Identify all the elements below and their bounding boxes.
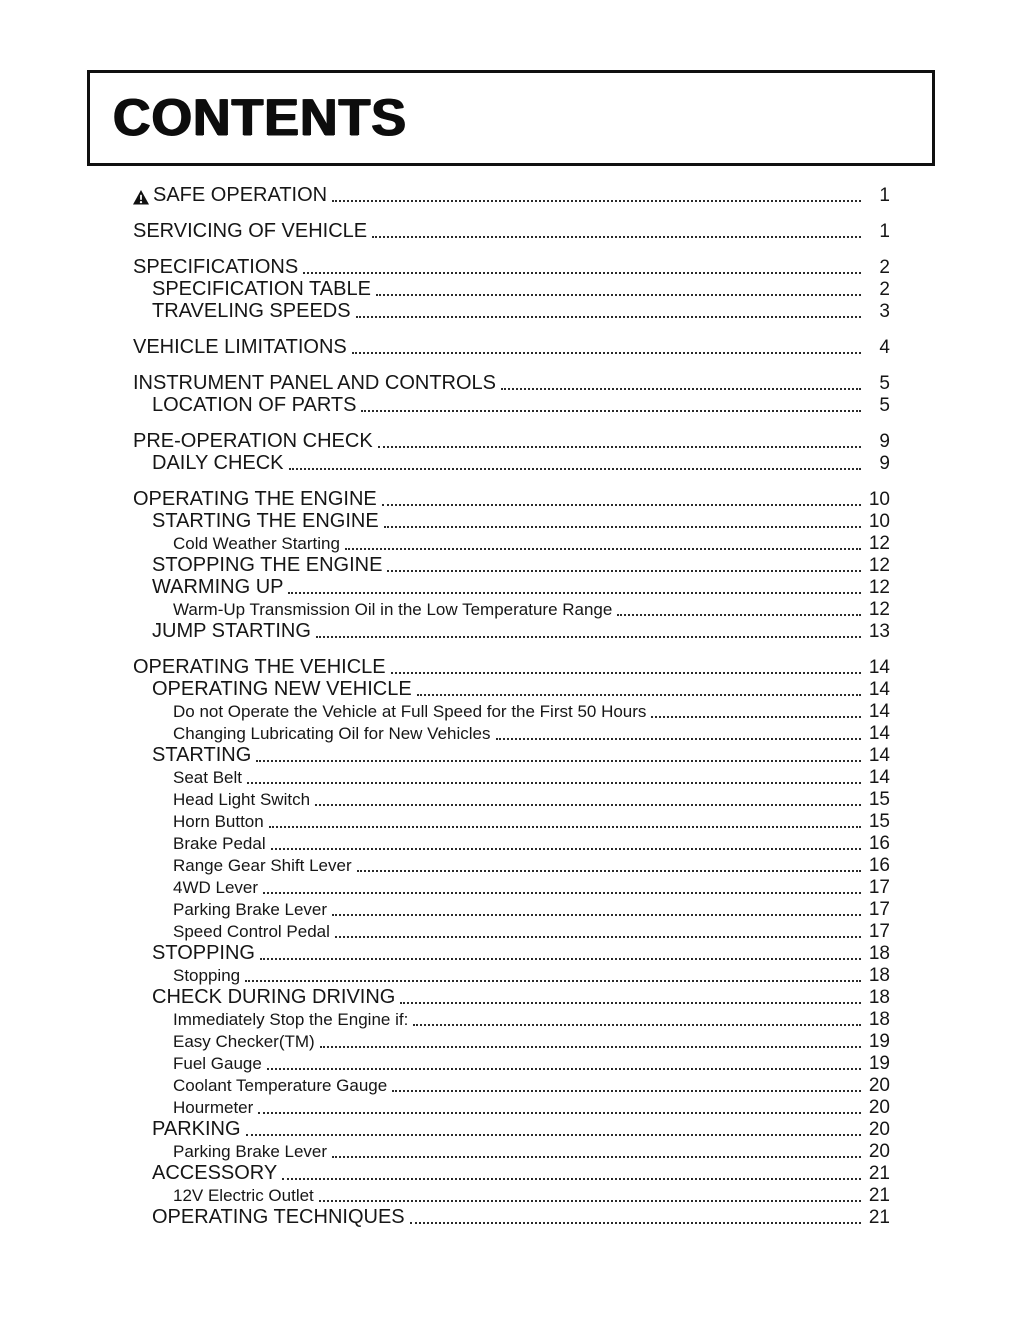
toc-page-number: 14 xyxy=(868,679,890,700)
toc-page-number: 9 xyxy=(879,453,890,474)
toc-page-number: 19 xyxy=(868,1031,890,1052)
dotted-leader xyxy=(382,504,861,506)
toc-entry xyxy=(133,220,890,242)
dotted-leader xyxy=(315,804,861,806)
toc-entry-label: CHECK DURING DRIVING xyxy=(152,986,396,1008)
toc-entry xyxy=(133,766,890,788)
toc-entry xyxy=(133,876,890,898)
dotted-leader xyxy=(496,738,861,740)
toc-entry-label: ACCESSORY xyxy=(152,1162,278,1184)
toc-page-number: 16 xyxy=(868,833,890,854)
dotted-leader xyxy=(378,446,861,448)
toc-page-number: 20 xyxy=(868,1119,890,1140)
toc-entry xyxy=(133,620,890,642)
toc-page-number: 3 xyxy=(879,301,890,322)
toc-entry xyxy=(133,1008,890,1030)
dotted-leader xyxy=(391,672,861,674)
toc-page-number: 20 xyxy=(868,1097,890,1118)
toc-entry-label: PARKING xyxy=(152,1118,241,1140)
toc-page-number: 14 xyxy=(868,701,890,722)
toc-entry-label: Hourmeter xyxy=(173,1098,254,1117)
toc-entry xyxy=(133,920,890,942)
toc-entry xyxy=(133,854,890,876)
toc-entry xyxy=(133,1030,890,1052)
toc-entry xyxy=(133,598,890,620)
toc-entry-label: TRAVELING SPEEDS xyxy=(152,300,351,322)
toc-entry xyxy=(133,656,890,678)
toc-entry-label: OPERATING THE ENGINE xyxy=(133,488,377,510)
dotted-leader xyxy=(289,468,861,470)
toc-entry xyxy=(133,1140,890,1162)
toc-entry-label: Parking Brake Lever xyxy=(173,900,328,919)
dotted-leader xyxy=(247,782,861,784)
dotted-leader xyxy=(332,1156,861,1158)
dotted-leader xyxy=(357,870,861,872)
toc-entry xyxy=(133,722,890,744)
toc-entry xyxy=(133,678,890,700)
dotted-leader xyxy=(320,1046,861,1048)
dotted-leader xyxy=(282,1178,861,1180)
toc-entry-label: WARMING UP xyxy=(152,576,284,598)
dotted-leader xyxy=(417,694,861,696)
toc-entry-label: STARTING THE ENGINE xyxy=(152,510,379,532)
toc-entry xyxy=(133,1162,890,1184)
toc-page-number: 20 xyxy=(868,1141,890,1162)
warning-triangle-icon xyxy=(133,190,149,205)
toc-page-number: 15 xyxy=(868,789,890,810)
toc-page-number: 9 xyxy=(879,431,890,452)
toc-list xyxy=(133,184,890,1228)
toc-entry xyxy=(133,788,890,810)
toc-entry xyxy=(133,256,890,278)
toc-page-number: 12 xyxy=(868,533,890,554)
dotted-leader xyxy=(319,1200,861,1202)
toc-entry-label: Coolant Temperature Gauge xyxy=(173,1076,388,1095)
toc-entry-label: STOPPING xyxy=(152,942,255,964)
toc-page-number: 17 xyxy=(868,899,890,920)
toc-entry-label: STOPPING THE ENGINE xyxy=(152,554,383,576)
dotted-leader xyxy=(384,526,861,528)
toc-page-number: 21 xyxy=(868,1207,890,1228)
toc-entry xyxy=(133,1206,890,1228)
toc-page-number: 12 xyxy=(868,599,890,620)
toc-entry xyxy=(133,532,890,554)
toc-page-number: 17 xyxy=(868,877,890,898)
toc-entry xyxy=(133,1184,890,1206)
dotted-leader xyxy=(501,388,861,390)
toc-entry xyxy=(133,1096,890,1118)
toc-page-number: 12 xyxy=(868,555,890,576)
dotted-leader xyxy=(258,1112,861,1114)
toc-page-number: 1 xyxy=(879,185,890,206)
toc-entry-label: Seat Belt xyxy=(173,768,242,787)
toc-entry-label: LOCATION OF PARTS xyxy=(152,394,357,416)
toc-entry xyxy=(133,336,890,358)
toc-entry xyxy=(133,832,890,854)
toc-page-number: 10 xyxy=(868,489,890,510)
page-title: CONTENTS xyxy=(113,89,407,147)
toc-entry-label: Fuel Gauge xyxy=(173,1054,262,1073)
dotted-leader xyxy=(288,592,861,594)
dotted-leader xyxy=(256,760,861,762)
toc-entry-label: Easy Checker(TM) xyxy=(173,1032,315,1051)
toc-entry-label: Stopping xyxy=(173,966,241,985)
toc-entry-label: PRE-OPERATION CHECK xyxy=(133,430,373,452)
dotted-leader xyxy=(271,848,861,850)
contents-title-box xyxy=(87,70,935,166)
toc-entry-label: Speed Control Pedal xyxy=(173,922,330,941)
toc-entry xyxy=(133,488,890,510)
dotted-leader xyxy=(356,316,861,318)
toc-entry xyxy=(133,744,890,766)
toc-page-number: 14 xyxy=(868,657,890,678)
toc-entry xyxy=(133,986,890,1008)
toc-page-number: 18 xyxy=(868,943,890,964)
toc-entry-label: SPECIFICATIONS xyxy=(133,256,299,278)
toc-entry-label: Do not Operate the Vehicle at Full Speed for the First 50 Hours xyxy=(173,702,647,721)
toc-page-number: 14 xyxy=(868,745,890,766)
toc-entry xyxy=(133,1052,890,1074)
toc-entry xyxy=(133,1074,890,1096)
dotted-leader xyxy=(352,352,861,354)
toc-entry xyxy=(133,510,890,532)
toc-entry xyxy=(133,810,890,832)
toc-entry-label: OPERATING THE VEHICLE xyxy=(133,656,386,678)
toc-page-number: 2 xyxy=(879,257,890,278)
dotted-leader xyxy=(410,1222,861,1224)
dotted-leader xyxy=(263,892,861,894)
toc-entry-label: OPERATING NEW VEHICLE xyxy=(152,678,412,700)
toc-entry-label: Cold Weather Starting xyxy=(173,534,340,553)
toc-page-number: 18 xyxy=(868,1009,890,1030)
toc-entry-label: Brake Pedal xyxy=(173,834,266,853)
toc-entry xyxy=(133,452,890,474)
dotted-leader xyxy=(345,548,861,550)
toc-entry-label: STARTING xyxy=(152,744,252,766)
toc-page-number: 12 xyxy=(868,577,890,598)
toc-entry-label: SPECIFICATION TABLE xyxy=(152,278,371,300)
toc-entry-label: INSTRUMENT PANEL AND CONTROLS xyxy=(133,372,497,394)
dotted-leader xyxy=(332,914,861,916)
dotted-leader xyxy=(361,410,861,412)
toc-entry xyxy=(133,942,890,964)
toc-page-number: 1 xyxy=(879,221,890,242)
toc-page-number: 18 xyxy=(868,965,890,986)
toc-entry xyxy=(133,372,890,394)
toc-page-number: 4 xyxy=(879,337,890,358)
toc-page-number: 16 xyxy=(868,855,890,876)
dotted-leader xyxy=(246,1134,861,1136)
toc-entry xyxy=(133,576,890,598)
toc-entry xyxy=(133,1118,890,1140)
dotted-leader xyxy=(267,1068,861,1070)
dotted-leader xyxy=(400,1002,861,1004)
dotted-leader xyxy=(617,614,861,616)
toc-entry-label: 4WD Lever xyxy=(173,878,259,897)
toc-entry xyxy=(133,394,890,416)
toc-entry-label: VEHICLE LIMITATIONS xyxy=(133,336,347,358)
dotted-leader xyxy=(372,236,861,238)
dotted-leader xyxy=(376,294,861,296)
toc-entry xyxy=(133,184,890,206)
dotted-leader xyxy=(316,636,861,638)
toc-entry xyxy=(133,700,890,722)
toc-page-number: 13 xyxy=(868,621,890,642)
toc-page-number: 5 xyxy=(879,373,890,394)
toc-entry xyxy=(133,300,890,322)
toc-entry-label: OPERATING TECHNIQUES xyxy=(152,1206,405,1228)
toc-entry-label: DAILY CHECK xyxy=(152,452,284,474)
toc-page-number: 14 xyxy=(868,767,890,788)
dotted-leader xyxy=(387,570,861,572)
toc-page-number: 21 xyxy=(868,1185,890,1206)
toc-entry-label: Immediately Stop the Engine if: xyxy=(173,1010,409,1029)
toc-entry-label: SERVICING OF VEHICLE xyxy=(133,220,368,242)
toc-page-number: 21 xyxy=(868,1163,890,1184)
toc-entry-label: Head Light Switch xyxy=(173,790,311,809)
toc-page-number: 17 xyxy=(868,921,890,942)
dotted-leader xyxy=(245,980,861,982)
dotted-leader xyxy=(332,200,861,202)
toc-entry xyxy=(133,430,890,452)
toc-entry xyxy=(133,964,890,986)
toc-entry-label: JUMP STARTING xyxy=(152,620,311,642)
dotted-leader xyxy=(269,826,861,828)
toc-page-number: 14 xyxy=(868,723,890,744)
toc-entry-label: SAFE OPERATION xyxy=(153,184,328,206)
toc-entry xyxy=(133,554,890,576)
toc-page-number: 5 xyxy=(879,395,890,416)
toc-entry-label: Range Gear Shift Lever xyxy=(173,856,352,875)
toc-page-number: 2 xyxy=(879,279,890,300)
toc-entry-label: Horn Button xyxy=(173,812,264,831)
toc-entry-label: Changing Lubricating Oil for New Vehicles xyxy=(173,724,491,743)
dotted-leader xyxy=(392,1090,861,1092)
dotted-leader xyxy=(651,716,861,718)
dotted-leader xyxy=(303,272,861,274)
toc-page-number: 19 xyxy=(868,1053,890,1074)
dotted-leader xyxy=(335,936,861,938)
toc-page-number: 20 xyxy=(868,1075,890,1096)
toc-page-number: 18 xyxy=(868,987,890,1008)
toc-page-number: 15 xyxy=(868,811,890,832)
toc-entry-label: 12V Electric Outlet xyxy=(173,1186,314,1205)
dotted-leader xyxy=(413,1024,861,1026)
toc-entry xyxy=(133,898,890,920)
toc-entry-label: Warm-Up Transmission Oil in the Low Temperature Range xyxy=(173,600,613,619)
toc-entry-label: Parking Brake Lever xyxy=(173,1142,328,1161)
toc-entry xyxy=(133,278,890,300)
dotted-leader xyxy=(260,958,861,960)
toc-page-number: 10 xyxy=(868,511,890,532)
